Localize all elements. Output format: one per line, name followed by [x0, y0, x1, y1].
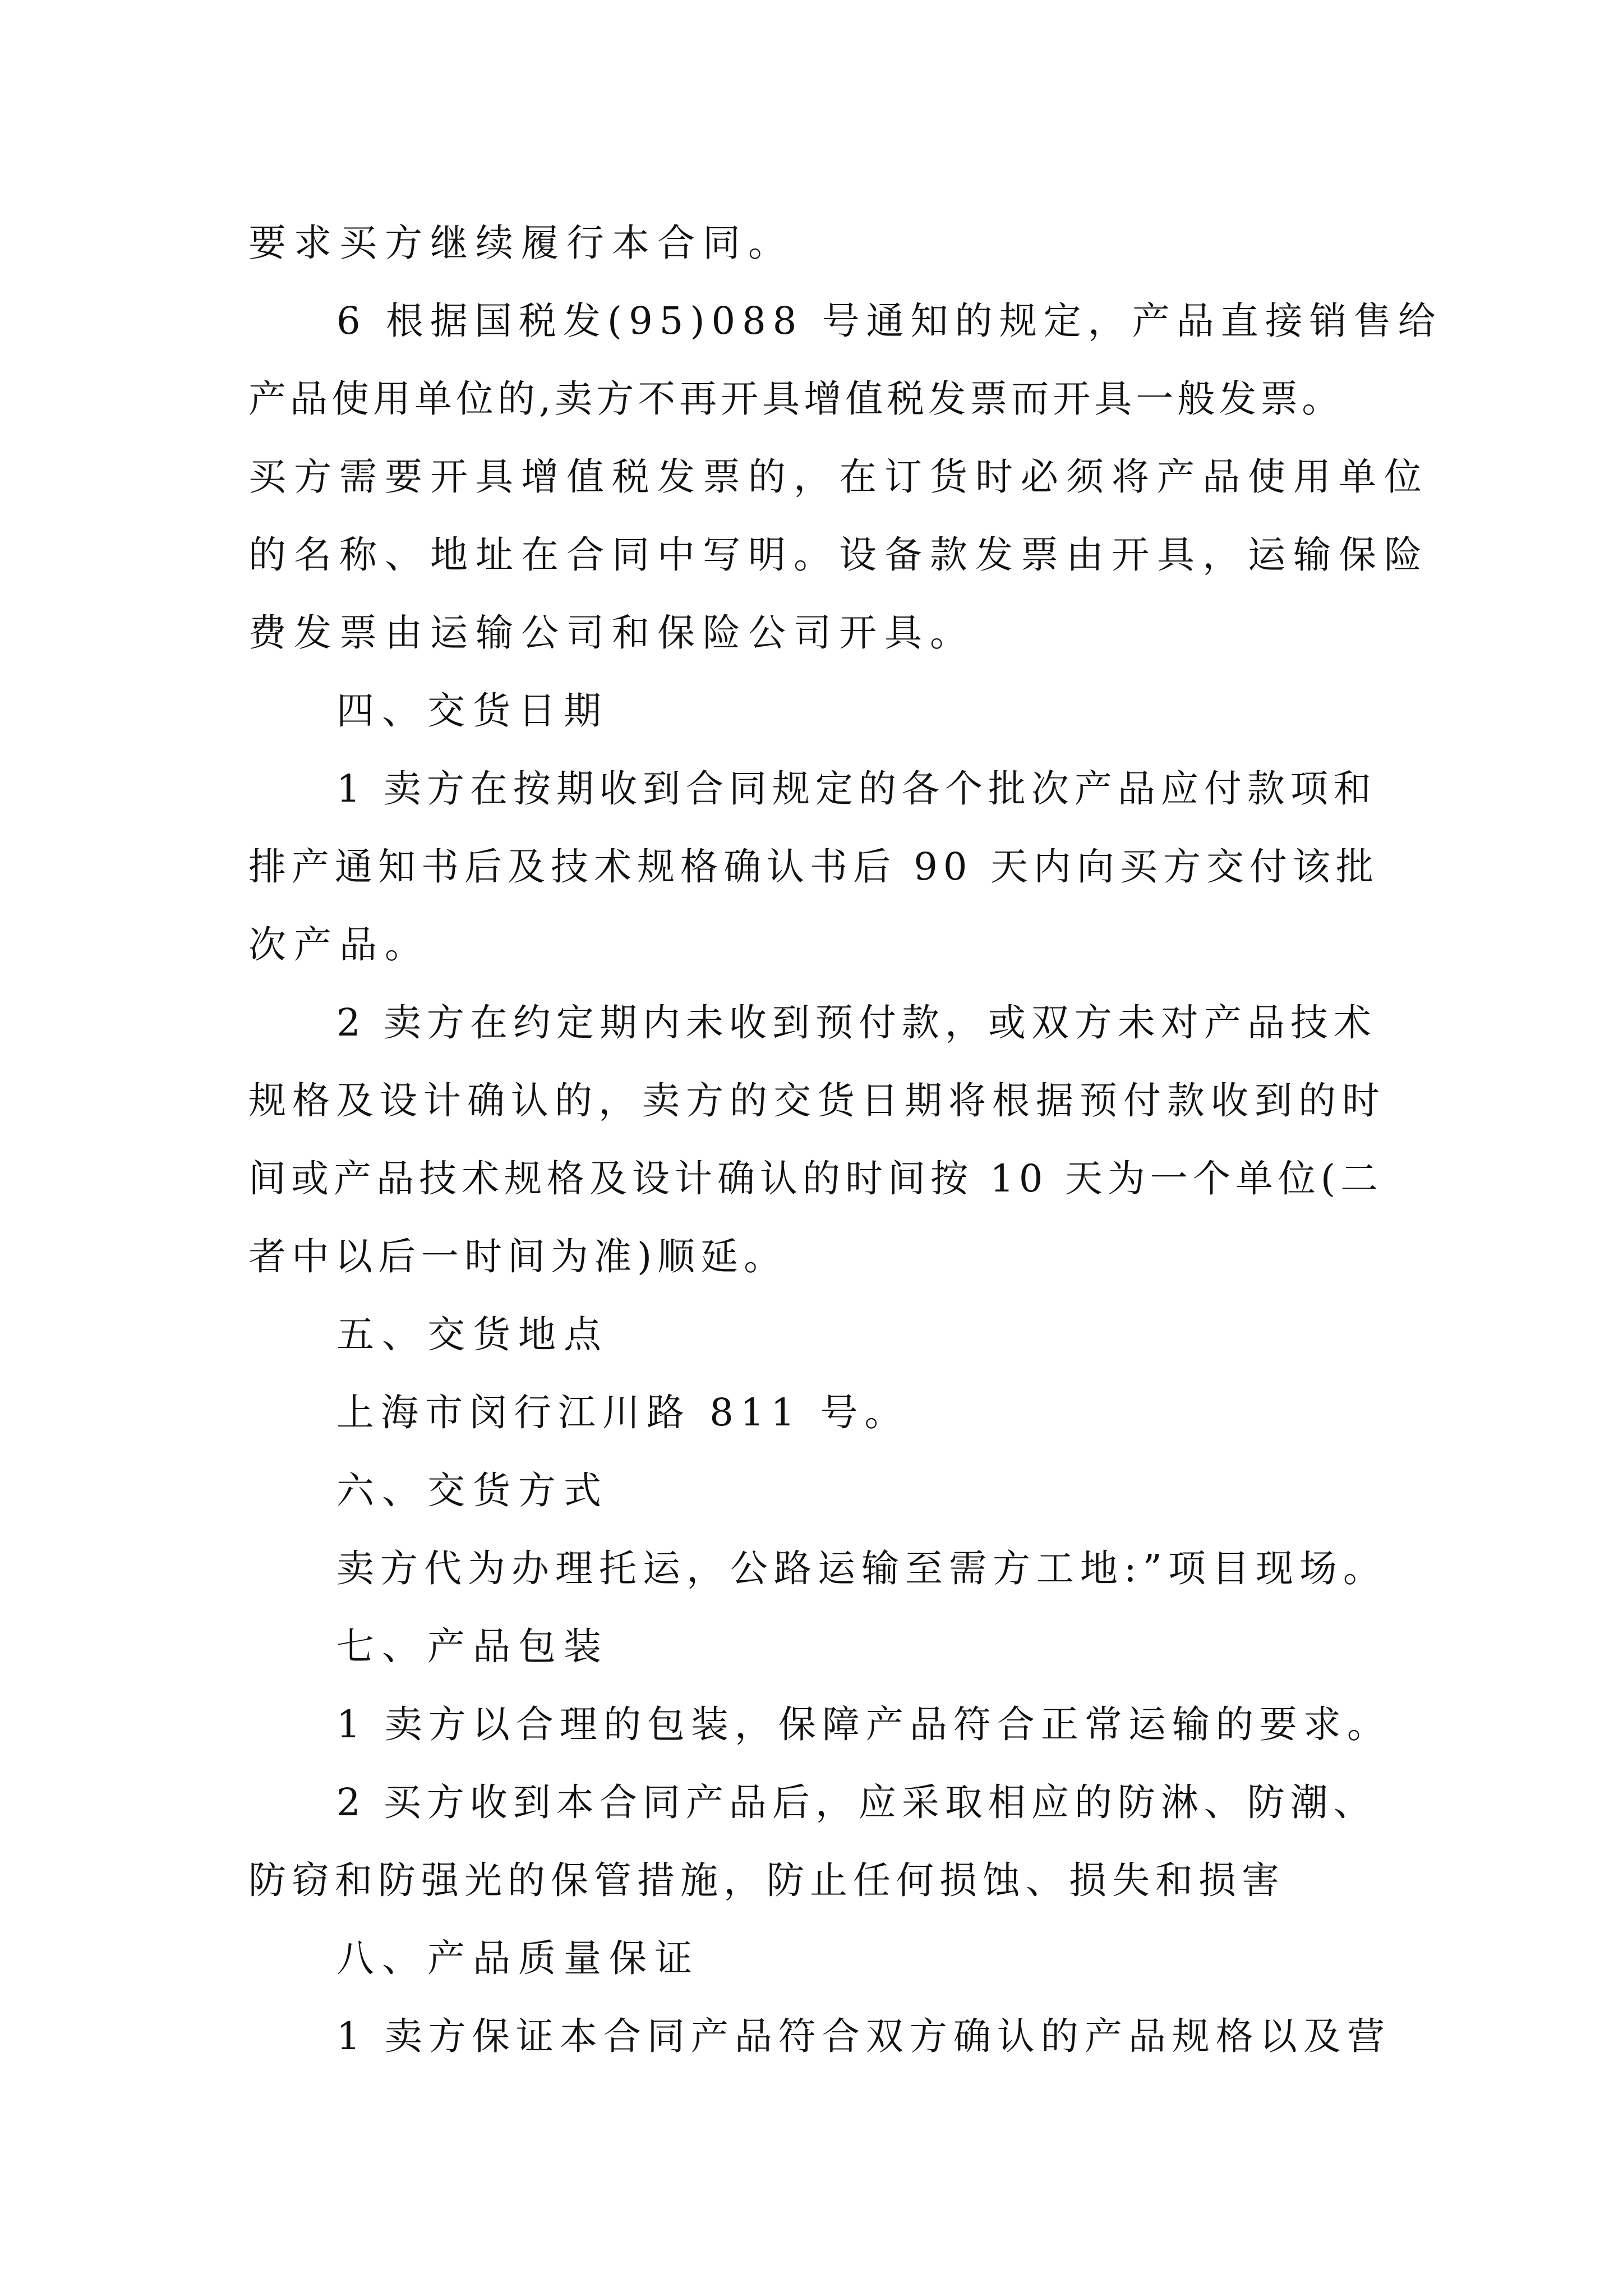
text-line: 间或产品技术规格及设计确认的时间按 10 天为一个单位(二	[248, 1157, 1383, 1200]
text-line: 买方需要开具增值税发票的，在订货时必须将产品使用单位	[248, 455, 1430, 499]
paragraph-line: 1 卖方以合理的包装，保障产品符合正常运输的要求。	[336, 1703, 1391, 1746]
section-heading: 六、交货方式	[336, 1469, 609, 1512]
text-line: 排产通知书后及技术规格确认书后 90 天内向买方交付该批	[248, 845, 1379, 889]
text-line: 规格及设计确认的，卖方的交货日期将根据预付款收到的时	[248, 1079, 1386, 1122]
section-heading: 七、产品包装	[336, 1625, 609, 1668]
paragraph-line: 1 卖方保证本合同产品符合双方确认的产品规格以及营	[336, 2014, 1391, 2058]
text-line: 的名称、地址在合同中写明。设备款发票由开具，运输保险	[248, 533, 1430, 577]
text-line: 者中以后一时间为准)顺延。	[248, 1235, 787, 1278]
text-line: 次产品。	[248, 923, 430, 967]
text-line: 防窃和防强光的保管措施，防止任何损蚀、损失和损害	[248, 1858, 1285, 1902]
paragraph-line: 1 卖方在按期收到合同规定的各个批次产品应付款项和	[336, 767, 1377, 811]
text-line: 费发票由运输公司和保险公司开具。	[248, 611, 975, 655]
paragraph-line: 2 买方收到本合同产品后，应采取相应的防淋、防潮、	[336, 1780, 1377, 1824]
paragraph-line: 6 根据国税发(95)088 号通知的规定，产品直接销售给	[336, 299, 1442, 343]
paragraph-line: 上海市闵行江川路 811 号。	[336, 1391, 909, 1434]
section-heading: 八、产品质量保证	[336, 1936, 700, 1980]
text-line: 产品使用单位的,卖方不再开具增值税发票而开具一般发票。	[248, 377, 1344, 421]
paragraph-line: 卖方代为办理托运，公路运输至需方工地:”项目现场。	[336, 1547, 1387, 1590]
section-heading: 四、交货日期	[336, 689, 609, 733]
paragraph-line: 2 卖方在约定期内未收到预付款，或双方未对产品技术	[336, 1001, 1377, 1045]
section-heading: 五、交货地点	[336, 1313, 609, 1356]
text-line: 要求买方继续履行本合同。	[248, 221, 794, 265]
